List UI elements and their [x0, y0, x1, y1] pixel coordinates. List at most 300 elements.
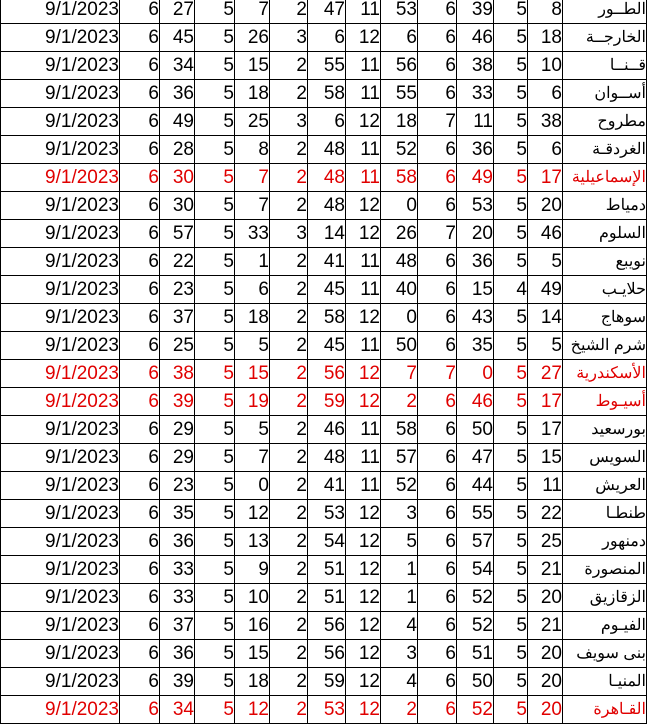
- date-cell: 9/1/2023: [1, 304, 120, 332]
- time-value-cell: 2: [270, 0, 308, 24]
- time-value-cell: 5: [494, 696, 528, 724]
- time-value-cell: 5: [494, 108, 528, 136]
- date-cell: 9/1/2023: [1, 80, 120, 108]
- time-value-cell: 6: [120, 304, 160, 332]
- time-value-cell: 0: [457, 360, 494, 388]
- date-cell: 9/1/2023: [1, 220, 120, 248]
- time-value-cell: 6: [120, 444, 160, 472]
- time-value-cell: 6: [418, 528, 457, 556]
- time-value-cell: 1: [235, 248, 270, 276]
- time-value-cell: 6: [418, 500, 457, 528]
- time-value-cell: 48: [308, 192, 346, 220]
- time-value-cell: 7: [235, 164, 270, 192]
- time-value-cell: 12: [346, 668, 381, 696]
- time-value-cell: 2: [270, 388, 308, 416]
- time-value-cell: 5: [195, 416, 235, 444]
- table-row: [1, 584, 647, 612]
- time-value-cell: 5: [494, 136, 528, 164]
- time-value-cell: 7: [418, 220, 457, 248]
- city-name-cell: نويبع: [563, 248, 647, 276]
- time-value-cell: 5: [195, 108, 235, 136]
- time-value-cell: 6: [120, 136, 160, 164]
- date-cell: 9/1/2023: [1, 640, 120, 668]
- time-value-cell: 20: [528, 192, 563, 220]
- time-value-cell: 25: [235, 108, 270, 136]
- table-row: [1, 136, 647, 164]
- time-value-cell: 25: [160, 332, 195, 360]
- table-row: [1, 416, 647, 444]
- time-value-cell: 4: [381, 612, 418, 640]
- time-value-cell: 5: [494, 640, 528, 668]
- time-value-cell: 2: [270, 640, 308, 668]
- time-value-cell: 47: [457, 444, 494, 472]
- time-value-cell: 44: [457, 472, 494, 500]
- time-value-cell: 5: [494, 388, 528, 416]
- time-value-cell: 2: [381, 388, 418, 416]
- time-value-cell: 6: [418, 388, 457, 416]
- time-value-cell: 5: [528, 248, 563, 276]
- time-value-cell: 6: [418, 164, 457, 192]
- time-value-cell: 36: [457, 248, 494, 276]
- time-value-cell: 4: [494, 276, 528, 304]
- time-value-cell: 48: [308, 444, 346, 472]
- time-value-cell: 2: [270, 80, 308, 108]
- time-value-cell: 7: [418, 360, 457, 388]
- date-cell: 9/1/2023: [1, 584, 120, 612]
- time-value-cell: 7: [235, 444, 270, 472]
- time-value-cell: 49: [528, 276, 563, 304]
- time-value-cell: 2: [270, 444, 308, 472]
- time-value-cell: 5: [494, 164, 528, 192]
- time-value-cell: 11: [346, 248, 381, 276]
- time-value-cell: 57: [160, 220, 195, 248]
- time-value-cell: 56: [308, 612, 346, 640]
- time-value-cell: 5: [195, 248, 235, 276]
- time-value-cell: 5: [494, 500, 528, 528]
- time-value-cell: 18: [235, 668, 270, 696]
- time-value-cell: 7: [235, 0, 270, 24]
- time-value-cell: 35: [457, 332, 494, 360]
- time-value-cell: 13: [235, 528, 270, 556]
- time-value-cell: 53: [381, 0, 418, 24]
- time-value-cell: 6: [418, 472, 457, 500]
- time-value-cell: 36: [457, 136, 494, 164]
- time-value-cell: 7: [381, 360, 418, 388]
- time-value-cell: 12: [346, 584, 381, 612]
- time-value-cell: 6: [120, 52, 160, 80]
- time-value-cell: 59: [308, 668, 346, 696]
- time-value-cell: 5: [494, 528, 528, 556]
- time-value-cell: 2: [270, 416, 308, 444]
- time-value-cell: 3: [381, 500, 418, 528]
- time-value-cell: 8: [528, 0, 563, 24]
- time-value-cell: 6: [235, 276, 270, 304]
- time-value-cell: 36: [160, 80, 195, 108]
- time-value-cell: 12: [346, 556, 381, 584]
- city-name-cell: سوهاج: [563, 304, 647, 332]
- date-cell: 9/1/2023: [1, 612, 120, 640]
- city-name-cell: بورسعيد: [563, 416, 647, 444]
- time-value-cell: 12: [346, 612, 381, 640]
- time-value-cell: 25: [528, 528, 563, 556]
- time-value-cell: 46: [528, 220, 563, 248]
- time-value-cell: 5: [494, 192, 528, 220]
- table-row: [1, 108, 647, 136]
- time-value-cell: 5: [195, 584, 235, 612]
- time-value-cell: 6: [120, 584, 160, 612]
- time-value-cell: 5: [195, 192, 235, 220]
- time-value-cell: 5: [195, 304, 235, 332]
- time-value-cell: 50: [457, 668, 494, 696]
- time-value-cell: 4: [381, 668, 418, 696]
- time-value-cell: 5: [195, 528, 235, 556]
- city-name-cell: مطروح: [563, 108, 647, 136]
- city-name-cell: الخارجــة: [563, 24, 647, 52]
- time-value-cell: 0: [381, 192, 418, 220]
- time-value-cell: 5: [494, 444, 528, 472]
- city-name-cell: دمياط: [563, 192, 647, 220]
- time-value-cell: 2: [270, 276, 308, 304]
- time-value-cell: 5: [494, 0, 528, 24]
- time-value-cell: 38: [457, 52, 494, 80]
- table-row: [1, 444, 647, 472]
- time-value-cell: 6: [120, 248, 160, 276]
- table-row: [1, 556, 647, 584]
- time-value-cell: 20: [528, 696, 563, 724]
- city-name-cell: الإسماعيلية: [563, 164, 647, 192]
- time-value-cell: 6: [418, 304, 457, 332]
- time-value-cell: 6: [120, 220, 160, 248]
- table-row: [1, 276, 647, 304]
- time-value-cell: 49: [160, 108, 195, 136]
- time-value-cell: 57: [381, 444, 418, 472]
- city-name-cell: العريش: [563, 472, 647, 500]
- time-value-cell: 2: [270, 248, 308, 276]
- time-value-cell: 5: [195, 612, 235, 640]
- time-value-cell: 5: [235, 416, 270, 444]
- time-value-cell: 2: [270, 136, 308, 164]
- table-row: [1, 220, 647, 248]
- time-value-cell: 2: [270, 556, 308, 584]
- time-value-cell: 20: [457, 220, 494, 248]
- time-value-cell: 5: [195, 24, 235, 52]
- time-value-cell: 6: [120, 556, 160, 584]
- time-value-cell: 5: [494, 612, 528, 640]
- time-value-cell: 26: [381, 220, 418, 248]
- time-value-cell: 5: [195, 360, 235, 388]
- city-name-cell: المنصورة: [563, 556, 647, 584]
- table-row: [1, 472, 647, 500]
- time-value-cell: 15: [457, 276, 494, 304]
- time-value-cell: 6: [308, 108, 346, 136]
- time-value-cell: 2: [270, 528, 308, 556]
- time-value-cell: 6: [120, 80, 160, 108]
- time-value-cell: 11: [346, 80, 381, 108]
- table-row: [1, 192, 647, 220]
- time-value-cell: 57: [457, 528, 494, 556]
- time-value-cell: 7: [418, 108, 457, 136]
- time-value-cell: 52: [457, 584, 494, 612]
- city-name-cell: شرم الشيخ: [563, 332, 647, 360]
- time-value-cell: 7: [235, 192, 270, 220]
- time-value-cell: 5: [494, 416, 528, 444]
- time-value-cell: 6: [418, 0, 457, 24]
- time-value-cell: 12: [346, 500, 381, 528]
- city-name-cell: الغردقـة: [563, 136, 647, 164]
- time-value-cell: 8: [235, 136, 270, 164]
- date-cell: 9/1/2023: [1, 0, 120, 24]
- time-value-cell: 55: [381, 80, 418, 108]
- time-value-cell: 50: [381, 332, 418, 360]
- time-value-cell: 2: [270, 360, 308, 388]
- time-value-cell: 12: [346, 304, 381, 332]
- time-value-cell: 6: [418, 192, 457, 220]
- date-cell: 9/1/2023: [1, 108, 120, 136]
- city-name-cell: بنى سويف: [563, 640, 647, 668]
- time-value-cell: 2: [270, 612, 308, 640]
- time-value-cell: 11: [346, 416, 381, 444]
- time-value-cell: 56: [308, 360, 346, 388]
- time-value-cell: 39: [160, 388, 195, 416]
- time-value-cell: 12: [346, 192, 381, 220]
- table-row-highlighted: [1, 696, 647, 724]
- time-value-cell: 6: [418, 584, 457, 612]
- time-value-cell: 53: [308, 696, 346, 724]
- time-value-cell: 58: [381, 164, 418, 192]
- time-value-cell: 52: [381, 472, 418, 500]
- time-value-cell: 18: [528, 24, 563, 52]
- time-value-cell: 52: [457, 612, 494, 640]
- time-value-cell: 22: [528, 500, 563, 528]
- time-value-cell: 17: [528, 164, 563, 192]
- time-value-cell: 3: [381, 640, 418, 668]
- time-value-cell: 5: [494, 332, 528, 360]
- time-value-cell: 6: [418, 640, 457, 668]
- time-value-cell: 39: [457, 0, 494, 24]
- time-value-cell: 2: [270, 304, 308, 332]
- time-value-cell: 2: [270, 584, 308, 612]
- time-value-cell: 2: [270, 192, 308, 220]
- time-value-cell: 36: [160, 528, 195, 556]
- time-value-cell: 2: [270, 500, 308, 528]
- time-value-cell: 6: [528, 80, 563, 108]
- time-value-cell: 53: [457, 192, 494, 220]
- time-value-cell: 5: [195, 500, 235, 528]
- time-value-cell: 58: [381, 416, 418, 444]
- date-cell: 9/1/2023: [1, 668, 120, 696]
- table-row: [1, 612, 647, 640]
- time-value-cell: 5: [494, 220, 528, 248]
- time-value-cell: 12: [346, 528, 381, 556]
- time-value-cell: 28: [160, 136, 195, 164]
- city-name-cell: الطــور: [563, 0, 647, 24]
- time-value-cell: 6: [120, 696, 160, 724]
- time-value-cell: 29: [160, 416, 195, 444]
- time-value-cell: 34: [160, 696, 195, 724]
- time-value-cell: 3: [270, 24, 308, 52]
- time-value-cell: 6: [418, 52, 457, 80]
- time-value-cell: 33: [235, 220, 270, 248]
- date-cell: 9/1/2023: [1, 444, 120, 472]
- date-cell: 9/1/2023: [1, 192, 120, 220]
- time-value-cell: 46: [308, 416, 346, 444]
- time-value-cell: 48: [308, 136, 346, 164]
- time-value-cell: 10: [528, 52, 563, 80]
- time-value-cell: 5: [195, 696, 235, 724]
- time-value-cell: 12: [346, 696, 381, 724]
- time-value-cell: 51: [308, 556, 346, 584]
- time-value-cell: 6: [418, 696, 457, 724]
- time-value-cell: 29: [160, 444, 195, 472]
- time-value-cell: 2: [381, 696, 418, 724]
- time-value-cell: 3: [270, 108, 308, 136]
- time-value-cell: 49: [457, 164, 494, 192]
- time-value-cell: 6: [120, 388, 160, 416]
- date-cell: 9/1/2023: [1, 332, 120, 360]
- time-value-cell: 3: [270, 220, 308, 248]
- time-value-cell: 6: [120, 668, 160, 696]
- time-value-cell: 6: [120, 472, 160, 500]
- time-value-cell: 56: [381, 52, 418, 80]
- time-value-cell: 0: [381, 304, 418, 332]
- time-value-cell: 5: [494, 52, 528, 80]
- time-value-cell: 6: [418, 248, 457, 276]
- time-value-cell: 5: [195, 472, 235, 500]
- time-value-cell: 6: [418, 24, 457, 52]
- date-cell: 9/1/2023: [1, 360, 120, 388]
- time-value-cell: 11: [457, 108, 494, 136]
- table-row: [1, 0, 647, 24]
- table-row: [1, 528, 647, 556]
- time-value-cell: 22: [160, 248, 195, 276]
- date-cell: 9/1/2023: [1, 276, 120, 304]
- time-value-cell: 54: [308, 528, 346, 556]
- time-value-cell: 5: [195, 332, 235, 360]
- time-value-cell: 47: [308, 0, 346, 24]
- time-value-cell: 11: [346, 52, 381, 80]
- time-value-cell: 48: [308, 164, 346, 192]
- time-value-cell: 2: [270, 164, 308, 192]
- time-value-cell: 5: [195, 220, 235, 248]
- date-cell: 9/1/2023: [1, 52, 120, 80]
- date-cell: 9/1/2023: [1, 136, 120, 164]
- table-row: [1, 304, 647, 332]
- time-value-cell: 14: [308, 220, 346, 248]
- time-value-cell: 55: [308, 52, 346, 80]
- time-value-cell: 36: [160, 640, 195, 668]
- time-value-cell: 15: [528, 444, 563, 472]
- time-value-cell: 20: [528, 668, 563, 696]
- city-name-cell: الزقازيق: [563, 584, 647, 612]
- time-value-cell: 6: [120, 276, 160, 304]
- time-value-cell: 52: [381, 136, 418, 164]
- time-value-cell: 6: [120, 164, 160, 192]
- time-value-cell: 15: [235, 360, 270, 388]
- time-value-cell: 12: [346, 108, 381, 136]
- time-value-cell: 1: [381, 584, 418, 612]
- time-value-cell: 12: [235, 696, 270, 724]
- time-value-cell: 12: [346, 640, 381, 668]
- time-value-cell: 19: [235, 388, 270, 416]
- time-value-cell: 12: [346, 360, 381, 388]
- time-value-cell: 46: [457, 24, 494, 52]
- time-value-cell: 33: [160, 556, 195, 584]
- city-name-cell: طنطـا: [563, 500, 647, 528]
- time-value-cell: 5: [381, 528, 418, 556]
- time-value-cell: 5: [494, 360, 528, 388]
- time-value-cell: 6: [120, 640, 160, 668]
- time-value-cell: 6: [120, 0, 160, 24]
- time-value-cell: 18: [235, 80, 270, 108]
- time-value-cell: 12: [346, 220, 381, 248]
- date-cell: 9/1/2023: [1, 472, 120, 500]
- time-value-cell: 55: [457, 500, 494, 528]
- city-name-cell: السويس: [563, 444, 647, 472]
- city-name-cell: قــنــا: [563, 52, 647, 80]
- date-cell: 9/1/2023: [1, 500, 120, 528]
- date-cell: 9/1/2023: [1, 164, 120, 192]
- time-value-cell: 45: [308, 276, 346, 304]
- time-value-cell: 23: [160, 472, 195, 500]
- city-name-cell: أسيـوط: [563, 388, 647, 416]
- time-value-cell: 6: [120, 612, 160, 640]
- time-value-cell: 53: [308, 500, 346, 528]
- time-value-cell: 5: [494, 556, 528, 584]
- time-value-cell: 5: [494, 472, 528, 500]
- time-value-cell: 56: [308, 640, 346, 668]
- time-value-cell: 11: [346, 136, 381, 164]
- time-value-cell: 5: [195, 164, 235, 192]
- time-value-cell: 33: [160, 584, 195, 612]
- time-value-cell: 59: [308, 388, 346, 416]
- time-value-cell: 30: [160, 192, 195, 220]
- table-row: [1, 668, 647, 696]
- time-value-cell: 21: [528, 556, 563, 584]
- time-value-cell: 26: [235, 24, 270, 52]
- time-value-cell: 58: [308, 304, 346, 332]
- time-value-cell: 5: [195, 136, 235, 164]
- time-value-cell: 6: [308, 24, 346, 52]
- table-row: [1, 332, 647, 360]
- time-value-cell: 6: [120, 192, 160, 220]
- time-value-cell: 18: [235, 304, 270, 332]
- time-value-cell: 5: [195, 388, 235, 416]
- time-value-cell: 5: [195, 556, 235, 584]
- time-value-cell: 48: [381, 248, 418, 276]
- time-value-cell: 58: [308, 80, 346, 108]
- time-value-cell: 6: [120, 528, 160, 556]
- time-value-cell: 5: [195, 0, 235, 24]
- time-value-cell: 5: [494, 80, 528, 108]
- time-value-cell: 38: [160, 360, 195, 388]
- time-value-cell: 17: [528, 416, 563, 444]
- time-value-cell: 51: [457, 640, 494, 668]
- time-value-cell: 11: [346, 444, 381, 472]
- table-row: [1, 24, 647, 52]
- time-value-cell: 14: [528, 304, 563, 332]
- time-value-cell: 27: [160, 0, 195, 24]
- time-value-cell: 5: [195, 276, 235, 304]
- time-value-cell: 5: [235, 332, 270, 360]
- table-row: [1, 500, 647, 528]
- time-value-cell: 12: [235, 500, 270, 528]
- time-value-cell: 6: [120, 24, 160, 52]
- time-value-cell: 30: [160, 164, 195, 192]
- time-value-cell: 6: [418, 276, 457, 304]
- time-value-cell: 20: [528, 584, 563, 612]
- city-name-cell: المنيـا: [563, 668, 647, 696]
- table-row-highlighted: [1, 164, 647, 192]
